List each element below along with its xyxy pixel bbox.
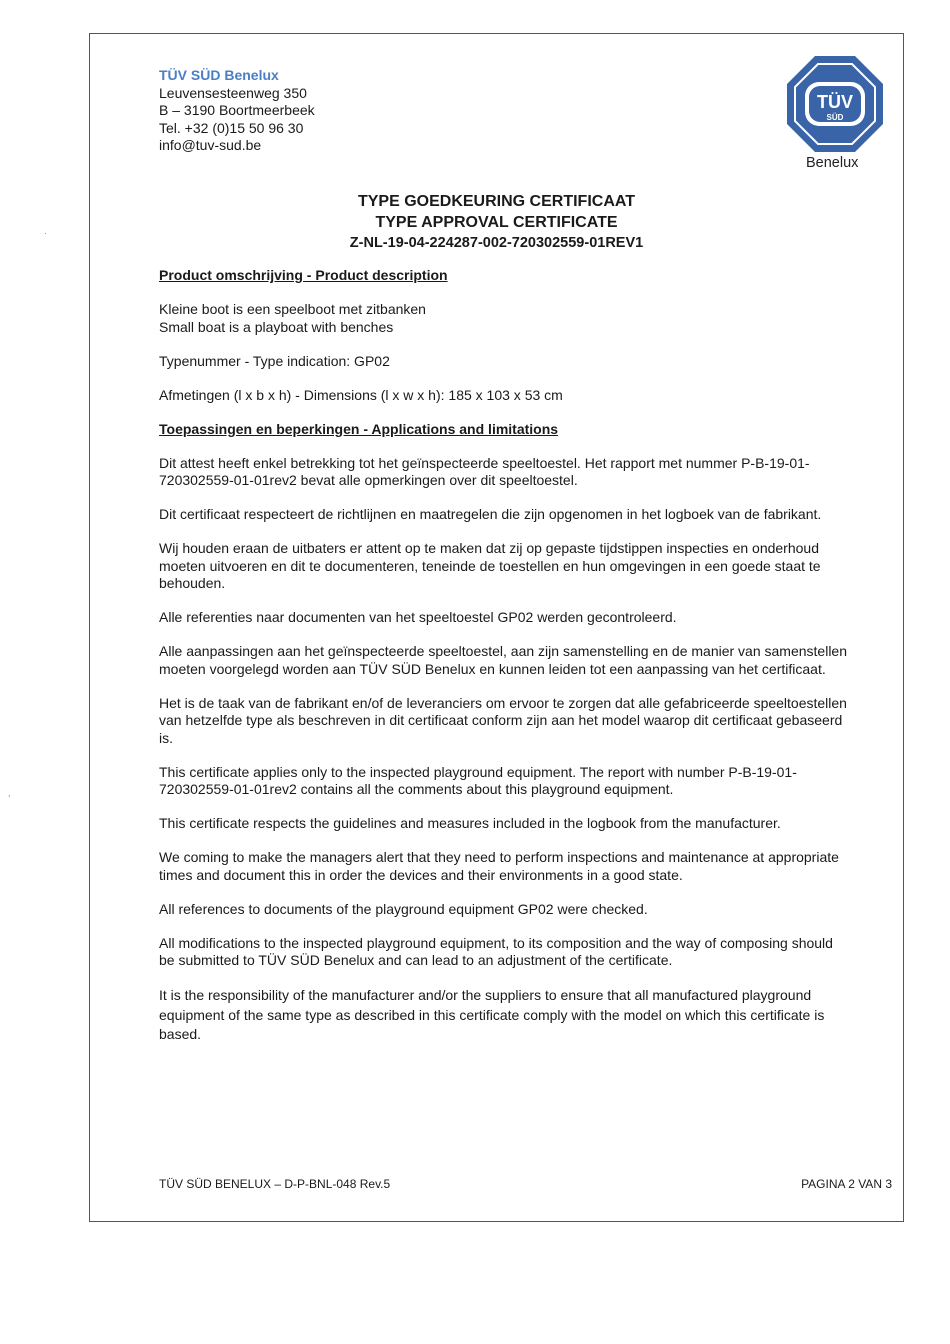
address-street: Leuvensesteenweg 350 xyxy=(159,84,307,101)
certificate-number: Z-NL-19-04-224287-002-720302559-01REV1 xyxy=(349,235,644,251)
type-indication: Typenummer - Type indication: GP02 xyxy=(159,352,390,369)
company-name: TÜV SÜD Benelux xyxy=(159,67,279,83)
company-email: info@tuv-sud.be xyxy=(159,137,262,153)
paragraph: We coming to make the managers alert that they need to perform inspections and maintenance at appropriate times and document this in order the devices and their environments in a good state. xyxy=(159,849,839,883)
applications-heading: Toepassingen en beperkingen - Applications and limitations xyxy=(159,420,559,437)
product-description xyxy=(159,301,849,336)
paragraph: Het is de taak van de fabrikant en/of de leveranciers om ervoor te zorgen dat alle gefabriceerde speeltoestellen van hetzelfde type als beschreven in dit certificaat conform zijn aan het model waarop dit certificaat gebaseerd is. xyxy=(159,694,847,746)
paragraph: All modifications to the inspected playground equipment, to its composition and the way of composing should be submitted to TÜV SÜD Benelux and can lead to an adjustment of the certificate. xyxy=(159,934,833,968)
paragraph: Wij houden eraan de uitbaters er attent op te maken dat zij op gepaste tijdstippen inspecties en onderhoud moeten uitvoeren en dit te documenteren, teneinde de toestellen en hun omgevingen in een goede staat te behouden. xyxy=(159,540,821,591)
svg-text:SÜD: SÜD xyxy=(826,113,844,122)
paragraph: Alle aanpassingen aan het geïnspecteerde speeltoestel, aan zijn samenstelling en de manier van samenstellen moeten voorgelegd worden aan TÜV SÜD Benelux en kunnen leiden tot een aanpassing van het certificaat. xyxy=(159,643,848,677)
paragraph: This certificate respects the guidelines and measures included in the logbook from the manufacturer. xyxy=(159,815,781,831)
footer-page-number: PAGINA 2 VAN 3 xyxy=(801,1177,892,1191)
scan-speck: · xyxy=(44,228,47,238)
title-english: TYPE APPROVAL CERTIFICATE xyxy=(375,214,618,231)
paragraph: Alle referenties naar documenten van het speeltoestel GP02 werden gecontroleerd. xyxy=(159,609,677,625)
scan-speck: , xyxy=(8,788,11,798)
logo-caption: Benelux xyxy=(806,155,859,171)
description-english: Small boat is a playboat with benches xyxy=(159,318,394,335)
product-heading: Product omschrijving - Product description xyxy=(159,267,448,283)
company-phone: Tel. +32 (0)15 50 96 30 xyxy=(159,119,304,136)
address-city: B – 3190 Boortmeerbeek xyxy=(159,102,315,118)
paragraph: This certificate applies only to the inspected playground equipment. The report with number P-B-19-01-720302559-01-01rev2 contains all the comments about this playground equipment. xyxy=(159,763,797,797)
paragraph: Dit certificaat respecteert de richtlijnen en maatregelen die zijn opgenomen in het logboek van de fabrikant. xyxy=(159,506,822,522)
certificate-titles xyxy=(89,191,904,254)
paragraph: All references to documents of the playground equipment GP02 were checked. xyxy=(159,900,648,917)
description-dutch: Kleine boot is een speelboot met zitbanken xyxy=(159,301,426,317)
svg-text:TÜV: TÜV xyxy=(817,92,853,112)
certificate-body xyxy=(159,267,849,1061)
paragraph: It is the responsibility of the manufacturer and/or the suppliers to ensure that all manufactured playground equipment of the same type as described in this certificate comply with the model on which this certificate is based. xyxy=(159,987,825,1042)
footer-document-code: TÜV SÜD BENELUX – D-P-BNL-048 Rev.5 xyxy=(159,1177,391,1191)
title-dutch: TYPE GOEDKEURING CERTIFICAAT xyxy=(357,193,636,210)
company-address-block xyxy=(159,67,315,155)
paragraph: Dit attest heeft enkel betrekking tot het geïnspecteerde speeltoestel. Het rapport met nummer P-B-19-01-720302559-01-01rev2 bevat alle opmerkingen over dit speeltoestel. xyxy=(159,454,810,488)
dimensions: Afmetingen (l x b x h) - Dimensions (l x w x h): 185 x 103 x 53 cm xyxy=(159,386,563,403)
